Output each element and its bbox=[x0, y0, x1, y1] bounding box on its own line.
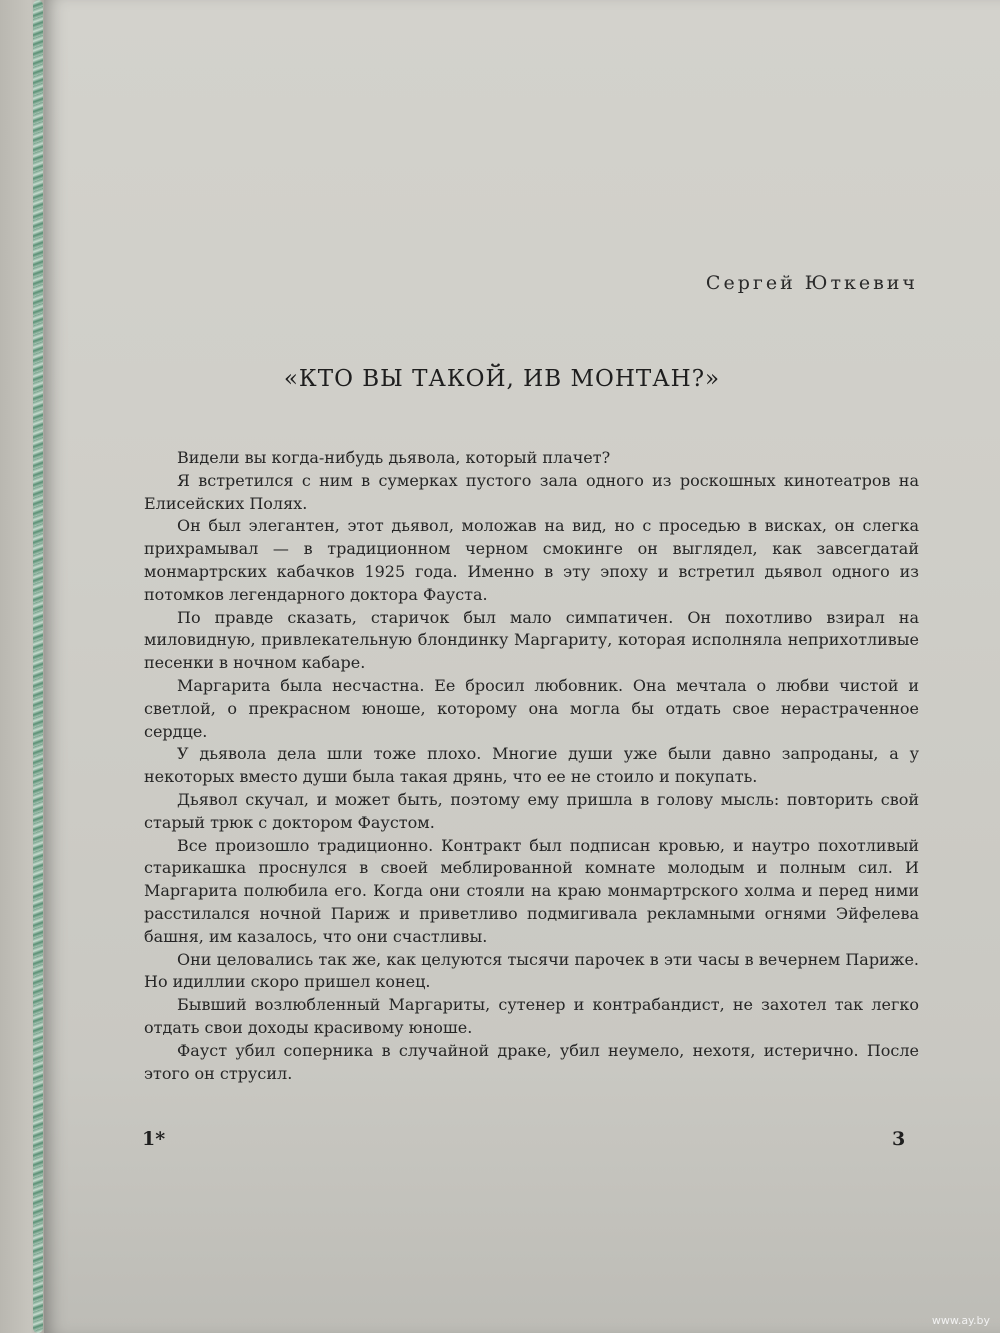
paragraph: Маргарита была несчастна. Ее бросил любовник. Она мечтала о любви чистой и светлой, о прекрасном юноше, которому она могла бы отдать свое нерастраченное сердце. bbox=[144, 675, 919, 741]
body-text bbox=[144, 447, 919, 1085]
author-name: Сергей Юткевич bbox=[705, 272, 918, 294]
paragraph: Он был элегантен, этот дьявол, моложав на вид, но с проседью в висках, он слегка прихрамывал — в традиционном черном смокинге он выглядел, как завсегдатай монмартрских кабачков 1925 года. Именно в эту эпоху и встретил дьявол одного из потомков легендарного доктора Фауста. bbox=[144, 516, 919, 604]
chapter-title: «КТО ВЫ ТАКОЙ, ИВ МОНТАН?» bbox=[283, 366, 721, 392]
paragraph: Все произошло традиционно. Контракт был подписан кровью, и наутро похотливый старикашка проснулся в своей меблированной комнате молодым и полным сил. И Маргарита полюбила его. Когда они стояли на краю монмартрского холма и перед ними расстилался ночной Париж и приветливо подмигивала рекламными огнями Эйфелева башня, им казалось, что они счастливы. bbox=[144, 835, 919, 946]
paragraph: Бывший возлюбленный Маргариты, сутенер и контрабандист, не захотел так легко отдать свои доходы красивому юноше. bbox=[144, 995, 919, 1037]
paragraph: Я встретился с ним в сумерках пустого зала одного из роскошных кинотеатров на Елисейских Полях. bbox=[144, 470, 919, 513]
watermark: www.ay.by bbox=[931, 1314, 990, 1327]
paragraph: Они целовались так же, как целуются тысячи парочек в эти часы в вечернем Париже. Но идиллии скоро пришел конец. bbox=[144, 949, 919, 992]
paragraph: По правде сказать, старичок был мало симпатичен. Он похотливо взирал на миловидную, привлекательную блондинку Маргариту, которая исполняла неприхотливые песенки в ночном кабаре. bbox=[144, 607, 919, 673]
paragraph: Видели вы когда-нибудь дьявола, который плачет? bbox=[177, 448, 611, 467]
signature-mark: 1* bbox=[142, 1128, 166, 1150]
binding-cord bbox=[33, 0, 43, 1333]
paragraph: Фауст убил соперника в случайной драке, убил неумело, нехотя, истерично. После этого он струсил. bbox=[144, 1040, 919, 1083]
book-page bbox=[44, 0, 1000, 1333]
paragraph: Дьявол скучал, и может быть, поэтому ему пришла в голову мысль: повторить свой старый трюк с доктором Фаустом. bbox=[144, 789, 919, 832]
paragraph: У дьявола дела шли тоже плохо. Многие души уже были давно запроданы, а у некоторых вместо души была такая дрянь, что ее не стоило и покупать. bbox=[144, 744, 919, 787]
page-number: 3 bbox=[892, 1128, 906, 1150]
